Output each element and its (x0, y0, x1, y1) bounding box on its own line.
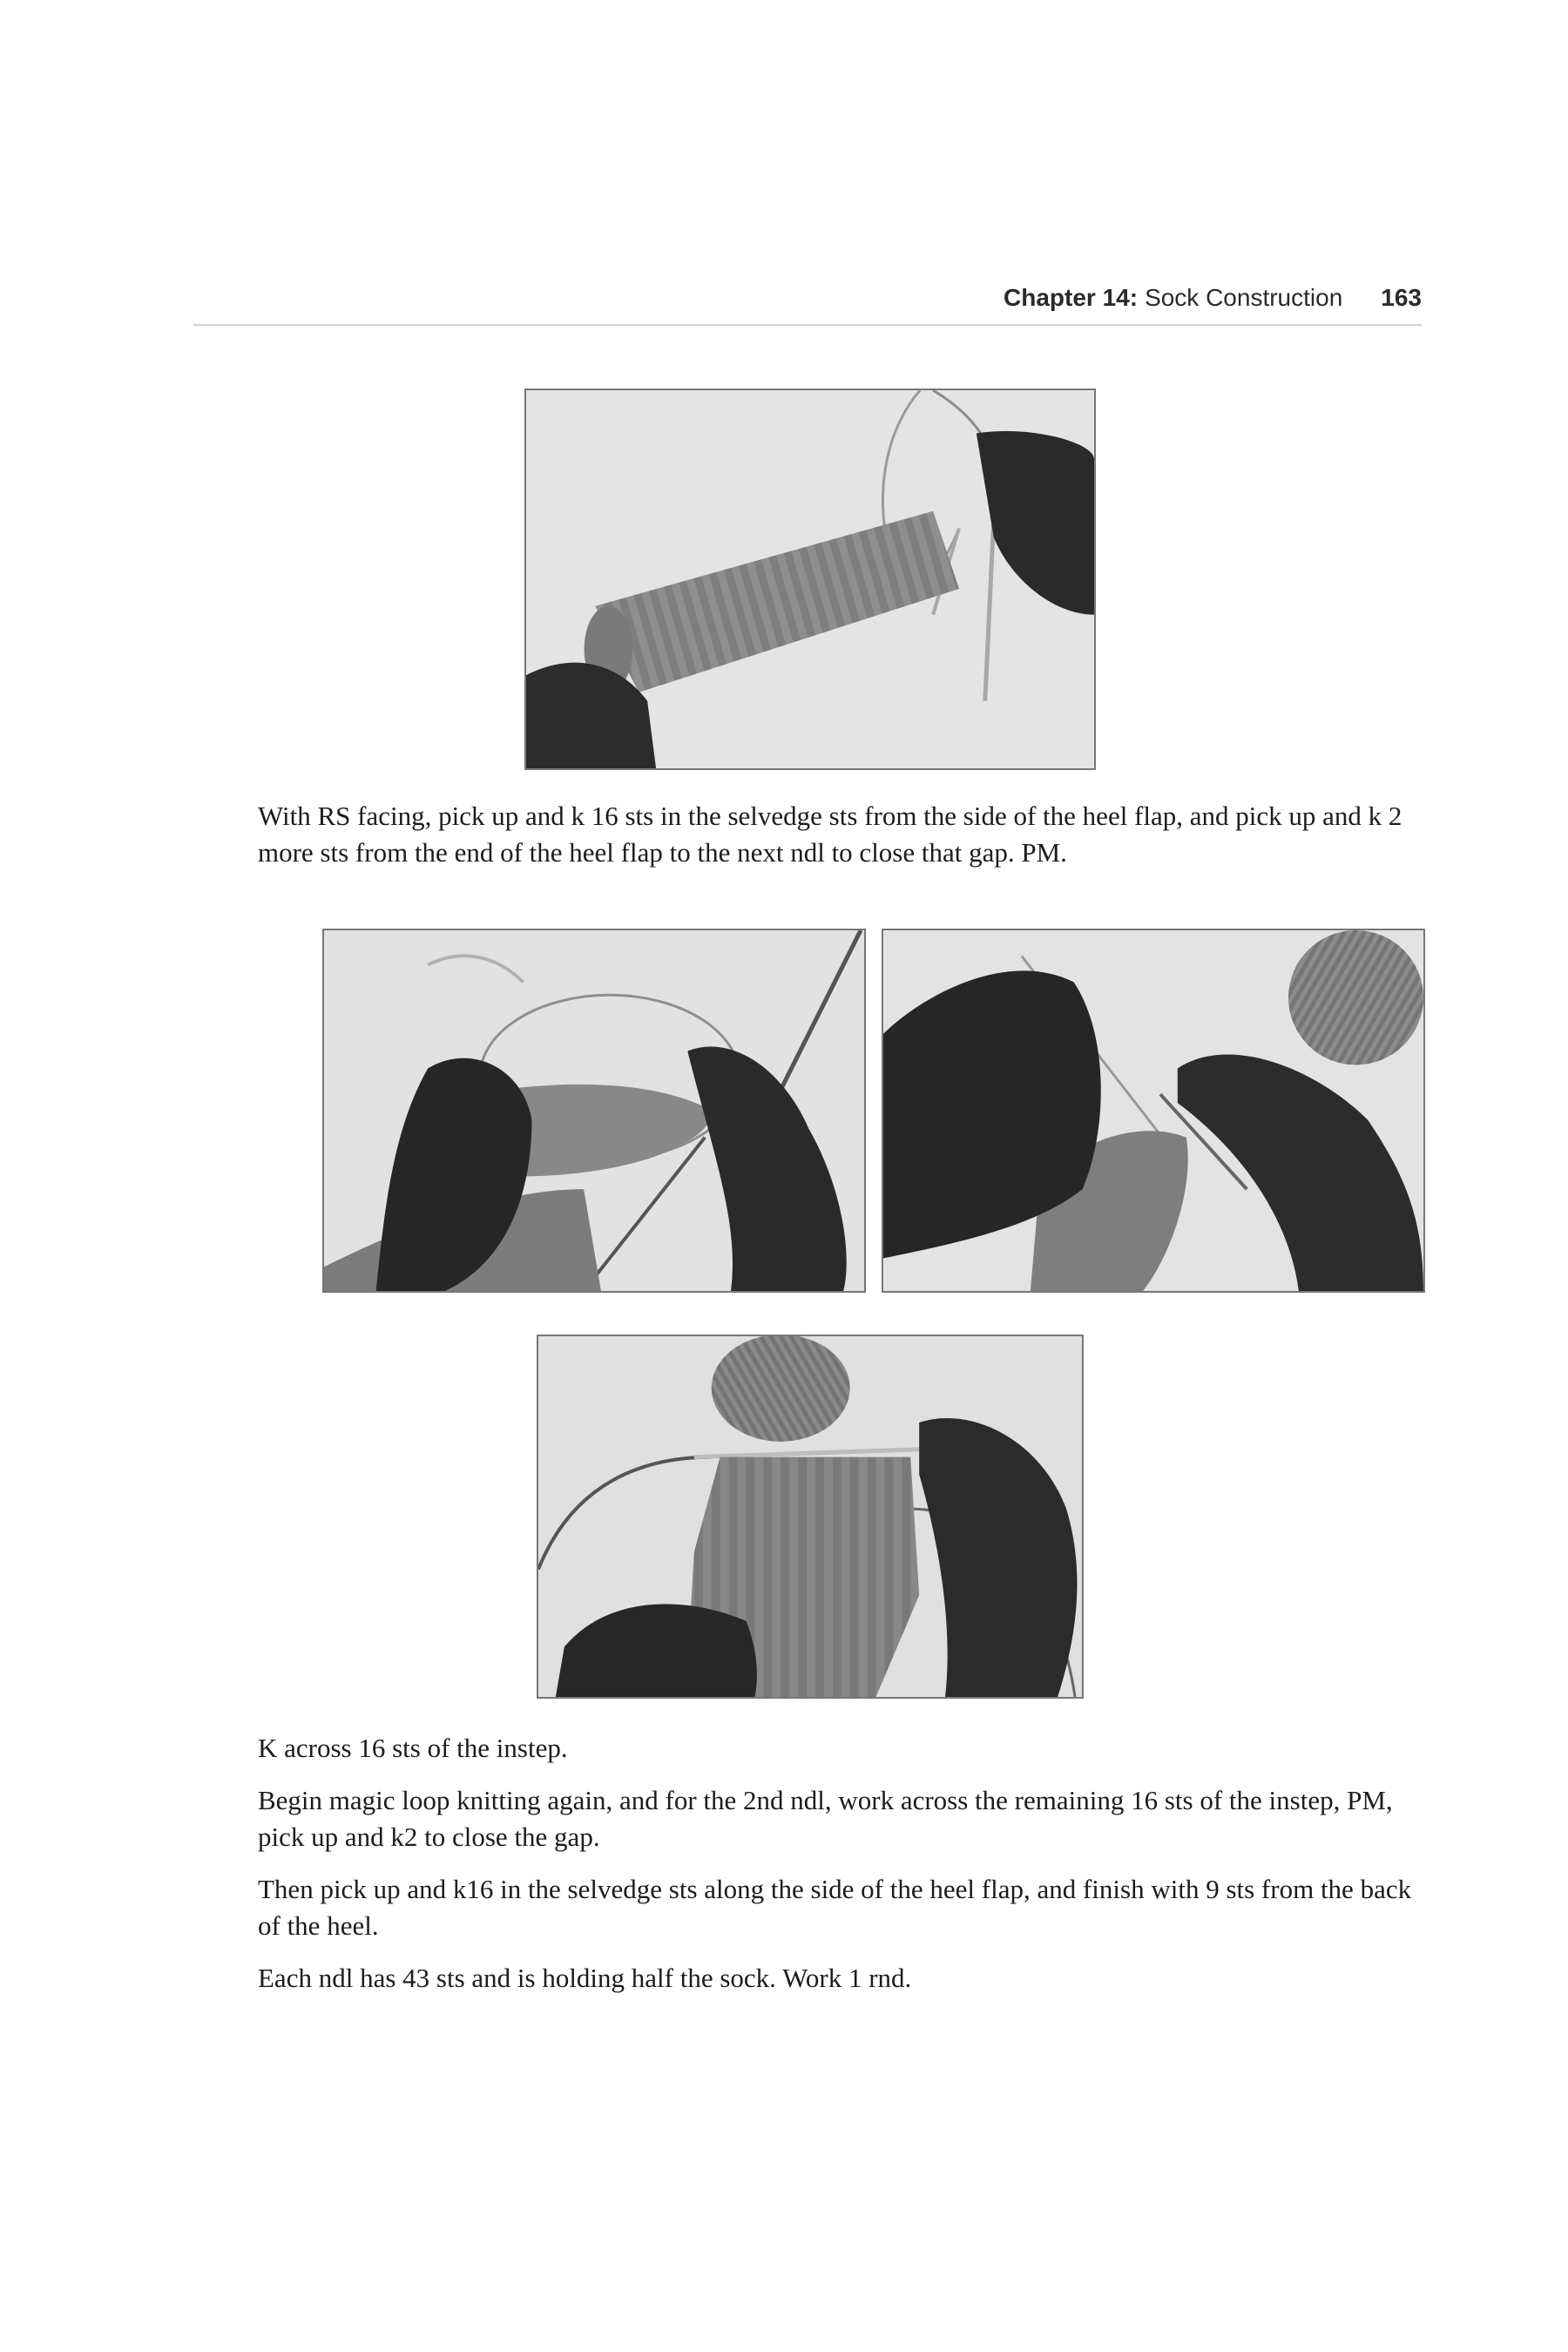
page-number: 163 (1381, 284, 1422, 311)
photo-pick-up-right-illustration (883, 930, 1423, 1291)
photo-pick-up-right (882, 929, 1425, 1293)
running-header (193, 284, 1422, 326)
photo-pick-up-left-illustration (324, 930, 864, 1291)
paragraph-1: With RS facing, pick up and k 16 sts in the selvedge sts from the side of the heel flap, and pick up and k 2 more sts from the end of the heel flap to the next ndl to close that gap. PM. (258, 801, 1402, 868)
photo-pick-up-left (322, 929, 866, 1293)
photo-sock-tube (524, 389, 1096, 770)
paragraph-5: Each ndl has 43 sts and is holding half the sock. Work 1 rnd. (258, 1963, 912, 1993)
chapter-label: Chapter 14: (1004, 284, 1139, 311)
paragraph-2: K across 16 sts of the instep. (258, 1733, 568, 1763)
paragraph-4: Then pick up and k16 in the selvedge sts along the side of the heel flap, and finish with 9 sts from the back of the heel. (258, 1874, 1412, 1941)
chapter-title: Sock Construction (1145, 284, 1343, 311)
photo-knit-instep (537, 1335, 1084, 1699)
paragraph-3: Begin magic loop knitting again, and for the 2nd ndl, work across the remaining 16 sts of the instep, PM, pick up and k2 to close the gap. (258, 1785, 1393, 1852)
header-text (1004, 284, 1422, 312)
photo-knit-instep-illustration (538, 1336, 1082, 1697)
photo-sock-tube-illustration (526, 390, 1094, 768)
